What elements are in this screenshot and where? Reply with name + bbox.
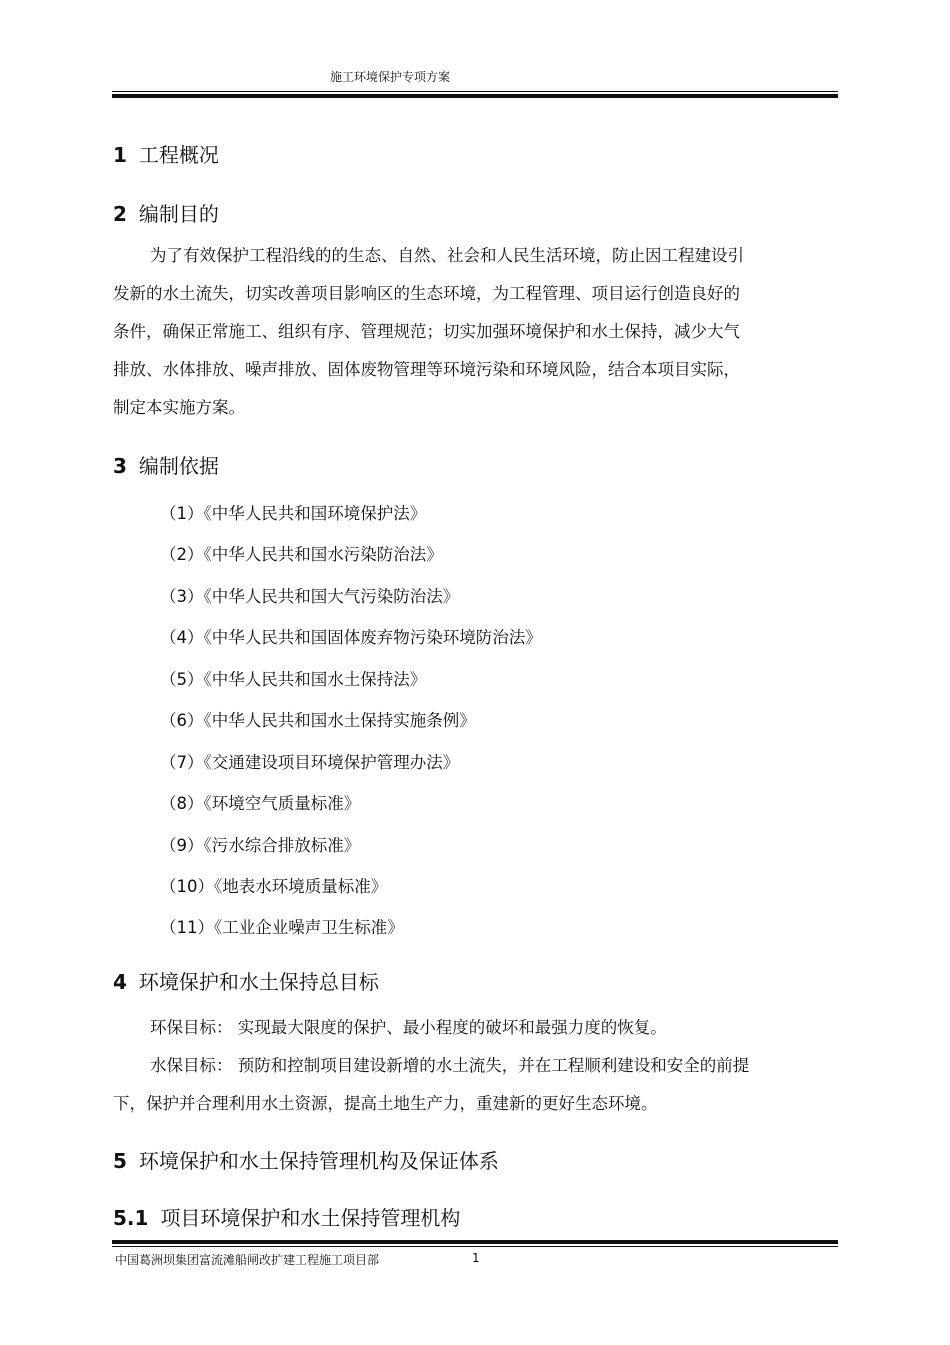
section-4-heading: [113, 966, 379, 995]
reference-item: （2）《中华人民共和国水污染防治法》: [160, 545, 443, 564]
paragraph-line: 为了有效保护工程沿线的的生态、自然、社会和人民生活环境，防止因工程建设引: [150, 246, 744, 265]
section-title: 项目环境保护和水土保持管理机构: [160, 1206, 461, 1230]
paragraph-line: 条件，确保正常施工、组织有序、管理规范；切实加强环境保护和水土保持，减少大气: [113, 322, 740, 341]
reference-item: （4）《中华人民共和国固体废弃物污染环境防治法》: [160, 628, 542, 647]
section-2-heading: [113, 198, 219, 227]
section-5-heading: [113, 1145, 499, 1174]
reference-item: （9）《污水综合排放标准》: [160, 836, 361, 855]
goals-paragraph: [113, 1009, 803, 1123]
reference-item: （3）《中华人民共和国大气污染防治法》: [160, 587, 460, 606]
reference-item: （8）《环境空气质量标准》: [160, 794, 361, 813]
water-goal-line: 水保目标： 预防和控制项目建设新增的水土流失，并在工程顺利建设和安全的前提: [150, 1056, 750, 1075]
paragraph-line: 发新的水土流失，切实改善项目影响区的生态环境，为工程管理、项目运行创造良好的: [113, 284, 740, 303]
section-title: 环境保护和水土保持总目标: [138, 970, 379, 994]
section-number: 4: [113, 970, 127, 994]
section-1-heading: [113, 139, 219, 168]
footer-rule-thick: [112, 1240, 838, 1244]
paragraph-line: 制定本实施方案。: [113, 398, 245, 417]
reference-item: （6）《中华人民共和国水土保持实施条例》: [160, 711, 476, 730]
section-title: 编制依据: [138, 454, 219, 478]
section-number: 3: [113, 454, 127, 478]
section-number: 5: [113, 1149, 127, 1173]
reference-item: （11）《工业企业噪声卫生标准》: [160, 918, 404, 937]
header-rule-thin: [112, 91, 838, 92]
section-number: 5.1: [113, 1206, 149, 1230]
section-number: 1: [113, 143, 127, 167]
purpose-paragraph: [113, 237, 803, 427]
section-title: 工程概况: [138, 143, 219, 167]
reference-item: （7）《交通建设项目环境保护管理办法》: [160, 753, 460, 772]
reference-item: （1）《中华人民共和国环境保护法》: [160, 504, 427, 523]
section-title: 编制目的: [138, 202, 219, 226]
reference-item: （10）《地表水环境质量标准》: [160, 877, 388, 896]
section-number: 2: [113, 202, 127, 226]
header-title: 施工环境保护专项方案: [330, 70, 451, 84]
footer-organization: 中国葛洲坝集团富流滩船闸改扩建工程施工项目部: [115, 1253, 380, 1267]
footer-rule-thin: [112, 1246, 838, 1247]
paragraph-line: 排放、水体排放、噪声排放、固体废物管理等环境污染和环境风险，结合本项目实际，: [113, 360, 740, 379]
section-5-1-heading: [113, 1202, 460, 1231]
header-rule-thick: [112, 94, 838, 98]
reference-item: （5）《中华人民共和国水土保持法》: [160, 670, 427, 689]
water-goal-line: 下，保护并合理利用水土资源，提高土地生产力，重建新的更好生态环境。: [113, 1094, 658, 1113]
section-3-heading: [113, 450, 219, 479]
section-title: 环境保护和水土保持管理机构及保证体系: [138, 1149, 499, 1173]
env-goal-line: 环保目标： 实现最大限度的保护、最小程度的破坏和最强力度的恢复。: [150, 1018, 667, 1037]
page-number: 1: [472, 1251, 480, 1265]
